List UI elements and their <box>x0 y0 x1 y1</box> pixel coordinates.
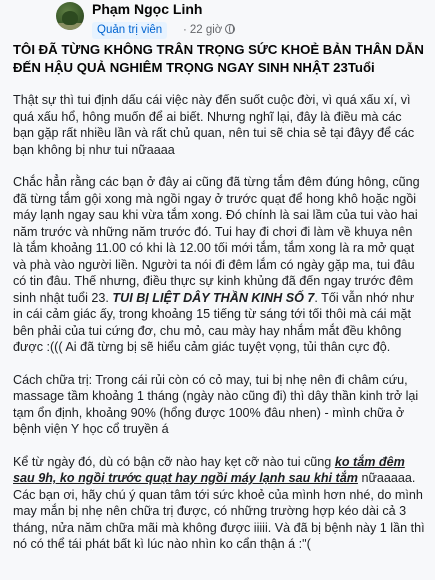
post-title: TÔI ĐÃ TỪNG KHÔNG TRÂN TRỌNG SỨC KHOẺ BẢN THÂN DẪN ĐẾN HẬU QUẢ NGHIÊM TRỌNG NGAY SINH NHẬT 23Tuổi <box>13 42 424 75</box>
avatar[interactable] <box>56 2 84 30</box>
separator-dot: · <box>183 24 187 36</box>
avatar-bush <box>62 11 78 25</box>
advice-emphasis: ko tắm đêm sau 9h, ko ngồi trước quạt hay ngồi máy lạnh sau khi tắm <box>13 454 405 485</box>
paragraph-story <box>13 174 425 356</box>
paragraph-advice <box>13 454 425 553</box>
paragraph-intro: Thật sự thì tui định dấu cái việc này đến suốt cuộc đời, vì quá xấu xí, vì quá xấu hổ, hông muốn để ai biết. Nhưng nghĩ lại, đây là điều mà các bạn gặp rất nhiều lần và rất chủ quan, nên tui sẽ chia sẻ tại đâyy để các bạn không bị như tui nữaaaa <box>13 93 415 157</box>
post-time[interactable]: 22 giờ <box>189 24 223 36</box>
globe-icon[interactable] <box>225 24 235 34</box>
advice-text-a: Kể từ ngày đó, dù có bận cỡ nào hay kẹt cỡ nào tui cũng <box>13 454 335 469</box>
paragraph-treatment: Cách chữa trị: Trong cái rủi còn có cỏ may, tui bị nhẹ nên đi châm cứu, massage tầm khoảng 1 tháng (ngày nào cũng đi) thì dây thần kinh trở lại tạm ổn định, khoảng 90% (hổng được 100% đâu nhen) - mình chữa ở bệnh viện Y học cổ truyền á <box>13 372 419 436</box>
post-content <box>13 41 425 569</box>
post-meta <box>180 22 235 39</box>
story-text-a: Chắc hẳn rằng các bạn ở đây ai cũng đã từng tắm đêm đúng hông, cũng đã từng tắm gội xong mà ngồi ngay ở trước quạt để hong khô hoặc ngồi máy lạnh ngay sau khi vừa tắm xong. Đó chính là sai lầm của tui vào hai năm trước và những năm trước đó. Tui hay đi chơi đi làm về khuya nên là tắm khoảng 11.00 có khi là 12.00 tối mới tắm, tắm xong là ra mở quạt và phà vào người liền. Người ta nói đi đêm lắm có ngày gặp ma, tui đâu có tin đâu. Thế nhưng, điều thực sự kinh khủng đã đến ngay trước đêm sinh nhật tuổi 23. <box>13 175 420 305</box>
post-header <box>0 0 435 40</box>
author-name[interactable]: Phạm Ngọc Linh <box>92 1 203 17</box>
advice-text-b: nữaaaaa. Các bạn ơi, hãy chú ý quan tâm tới sức khoẻ của mình hơn nhé, do mình may mắn bị nhẹ nên chữa trị được, có những trường hợp kéo dài cả 3 tháng, nửa năm chữa mãi mà không được iiiii. Và đã bị bệnh này 1 lần thì nó có thể tái phát bất kì lúc nào nhìn ko cẩn thận á :"( <box>13 471 425 551</box>
admin-badge[interactable]: Quản trị viên <box>92 22 167 39</box>
story-text-b: . Tối vẫn nhớ như in cái cảm giác ấy, trong khoảng 15 tiếng từ sáng tới tối thôi mà cái mặt bên phải của tui cứng đơ, chu mỏ, cau mày hay nhắm mắt đều không được :((( Ai đã từng bị sẽ hiểu cảm giác tuyệt vọng, tủi thân cực độ. <box>13 290 415 354</box>
story-emphasis: TUI BỊ LIỆT DÂY THẦN KINH SỐ 7 <box>112 290 315 305</box>
